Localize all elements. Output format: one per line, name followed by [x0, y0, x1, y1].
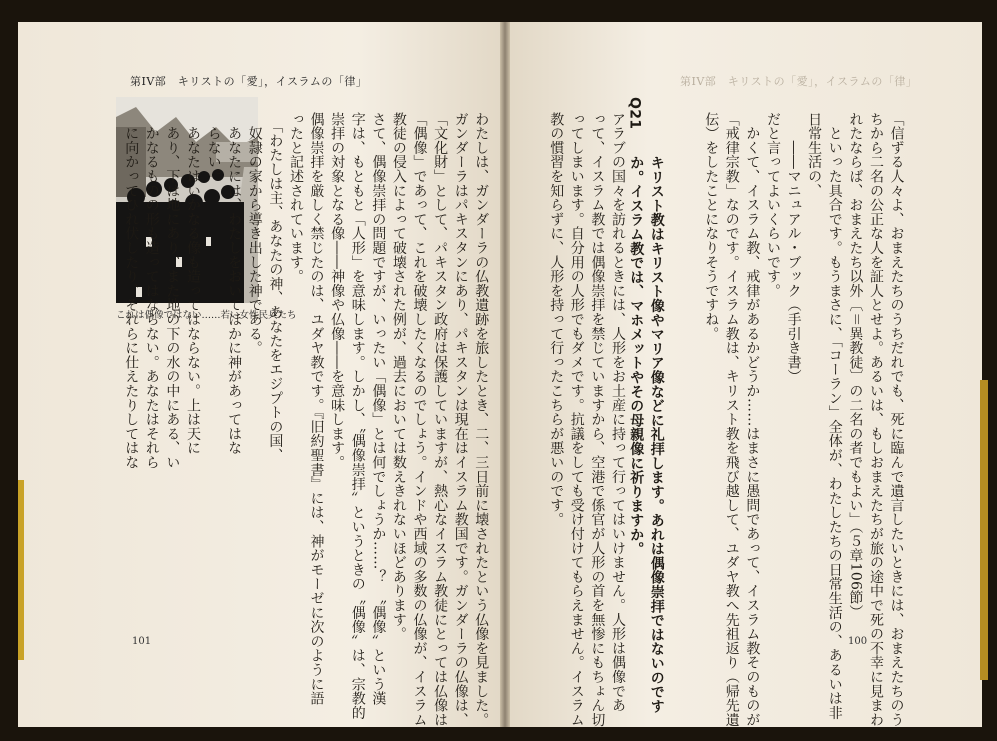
- left-col-2: ガンダーラはパキスタンにあり、パキスタンは現在はイスラム教国です。ガンダーラの仏像は、: [452, 112, 469, 727]
- right-col-8: かくて、イスラム教、戒律があるかどうか……はまさに愚問であって、イスラム教そのものが: [744, 112, 761, 727]
- right-col-1: 「信ずる人々よ、おまえたちのうちだれでも、死に臨んで遺言したいときには、おまえたちのう: [888, 112, 905, 727]
- question-label: Q21: [626, 97, 643, 130]
- right-col-4: といった具合です。もうまさに、「コーラン」全体が、わたしたちの日常生活の、あるいは非: [826, 112, 843, 720]
- right-page-edge-stain: [980, 380, 988, 680]
- right-page-number: 100: [848, 636, 868, 647]
- left-col-3: 「文化財」として、パキスタン政府は保護していますが、熱心なイスラム教徒にとっては仏像は: [432, 112, 449, 727]
- right-col-9: 「戒律宗教」なのです。イスラム教は、キリスト教を飛び越して、ユダヤ教へ先祖返り（帰先遺: [723, 112, 740, 727]
- left-page-body: [100, 93, 512, 727]
- left-col-17: かなるものの形も造ってはならない。あなたはそれら: [143, 112, 160, 470]
- left-col-4: 「偶像」であって、これを破壊したくなるのでしょう。インドや西域の多数の仏像が、イスラム: [411, 112, 428, 727]
- left-col-6: さて、偶像崇拝の問題ですが、いったい「偶像」とは何でしょうか……？ 〝偶像〟という漢: [370, 112, 387, 706]
- right-col-2: ちから二名の公正な人を証人とせよ。あるいは、もしおまえたちが旅の途中で死の不幸に見まわ: [867, 112, 884, 727]
- running-header: 第IV部 キリストの「愛」，イスラムの「律」: [130, 75, 368, 88]
- left-col-1: わたしは、ガンダーラの仏教遺跡を旅したとき、二、三日前に壊されたという仏像を見ました。: [473, 112, 490, 727]
- show-through-header: 第IV部 キリストの「愛」，イスラムの「律」: [680, 75, 918, 88]
- answer-col-3: ってしまいます。自分用の人形でもダメです。抗議をしても受け付けてもらえません。イスラム: [568, 112, 585, 727]
- right-col-7: だと言ってよいくらいです。: [764, 112, 781, 298]
- left-col-8: 崇拝の対象となる像――神像や仏像――を意味します。: [329, 112, 346, 470]
- answer-col-2: って、イスラム教では偶像崇拝を禁じていますから、空港で係官が人形の首を無惨にもちょん切: [589, 112, 606, 727]
- left-col-12: 奴隷の家から導き出した神である。: [246, 112, 263, 356]
- right-page-body: [680, 93, 927, 727]
- right-col-3: れたならば、おまえたち以外〔＝異教徒〕の二名の者でもよい」（５章106節）: [847, 112, 864, 619]
- left-col-13: あなたには、わたしをおいてほかに神があってはな: [226, 112, 243, 456]
- question-line-1: キリスト教はキリスト像やマリア像などに礼拝します。あれは偶像崇拝ではないのです: [648, 155, 665, 714]
- left-page-edge-stain: [18, 480, 24, 660]
- question-line-2: か。イスラム教では、マホメットやその母親像に祈りますか。: [628, 155, 645, 557]
- right-col-6: ――マニュアル・ブック（手引き書）: [785, 112, 802, 384]
- left-col-11: 「わたしは主、あなたの神、あなたをエジプトの国、: [267, 112, 284, 463]
- answer-body: [525, 93, 649, 727]
- left-col-15: あなたはいかなる像も造ってはならない。上は天に: [184, 112, 201, 456]
- left-col-7: 字は、もともと「人形」を意味します。しかし、〝偶像崇拝〟というときの〝偶像〟は、宗教的: [349, 112, 366, 720]
- photo-caption: これは偶像ではない……若い女性民兵たち: [116, 310, 297, 321]
- right-col-5: 日常生活の、: [806, 112, 823, 198]
- answer-col-1: アラブの国々を訪れるときには、人形をお土産に持って行ってはいけません。人形は偶像であ: [609, 112, 626, 713]
- left-col-5: 教徒の侵入によって破壊された例が、過去においては数えきれないほどあります。: [390, 112, 407, 642]
- left-col-18: に向かってひれ伏したり、それらに仕えたりしてはな: [123, 112, 140, 470]
- left-col-10: ったと記述されています。: [287, 112, 304, 284]
- left-col-14: らない。: [205, 112, 222, 184]
- left-col-16: あり、下は地にあり、また地の下の水の中にある、い: [164, 112, 181, 470]
- left-page-number: 101: [132, 636, 152, 647]
- left-col-9: 偶像崇拝を厳しく禁じたのは、ユダヤ教です。『旧約聖書』には、神がモーゼに次のように語: [308, 112, 325, 706]
- answer-col-4: 教の慣習を知らずに、人形を持って行ったこちらが悪いのです。: [548, 112, 565, 527]
- right-col-10: 伝）をしたことになりそうですね。: [703, 112, 720, 341]
